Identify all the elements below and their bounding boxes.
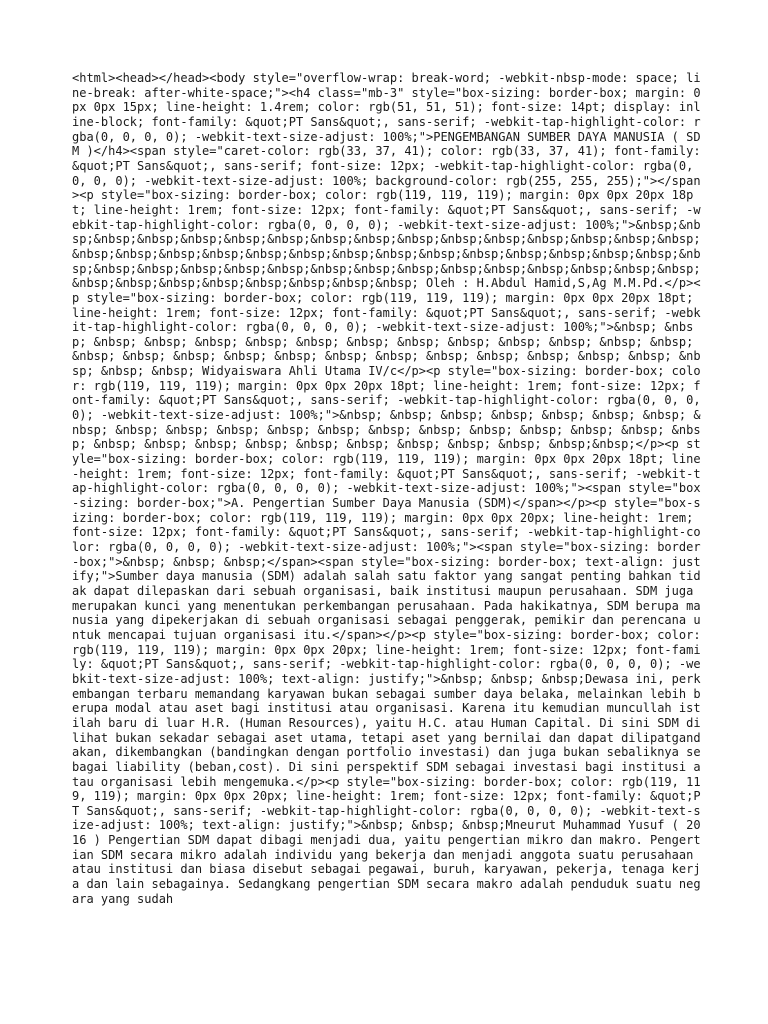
document-page	[72, 71, 708, 951]
html-source-text: <html><head></head><body style="overflow-wrap: break-word; -webkit-nbsp-mode: space; line-break: after-white-space;"><h4 class="mb-3" style="box-sizing: border-box; margin: 0px 0px 15px; line-height: 1.4rem; color: rgb(51, 51, 51); font-size: 14pt; display: inline-block; font-family: &quot;PT Sans&quot;, sans-serif; -webkit-tap-highlight-color: rgba(0, 0, 0, 0); -webkit-text-size-adjust: 100%;">PENGEMBANGAN SUMBER DAYA MANUSIA ( SDM )</h4><span style="caret-color: rgb(33, 37, 41); color: rgb(33, 37, 41); font-family: &quot;PT Sans&quot;, sans-serif; font-size: 12px; -webkit-tap-highlight-color: rgba(0, 0, 0, 0); -webkit-text-size-adjust: 100%; background-color: rgb(255, 255, 255);"></span><p style="box-sizing: border-box; color: rgb(119, 119, 119); margin: 0px 0px 20px 18pt; line-height: 1rem; font-size: 12px; font-family: &quot;PT Sans&quot;, sans-serif; -webkit-tap-highlight-color: rgba(0, 0, 0, 0); -webkit-text-size-adjust: 100%;">&nbsp;&nbsp;&nbsp;&nbsp;&nbsp;&nbsp;&nbsp;&nbsp;&nbsp;&nbsp;&nbsp;&nbsp;&nbsp;&nbsp;&nbsp;&nbsp;&nbsp;&nbsp;&nbsp;&nbsp;&nbsp;&nbsp;&nbsp;&nbsp;&nbsp;&nbsp;&nbsp;&nbsp;&nbsp;&nbsp;&nbsp;&nbsp;&nbsp;&nbsp;&nbsp;&nbsp;&nbsp;&nbsp;&nbsp;&nbsp;&nbsp;&nbsp;&nbsp;&nbsp;&nbsp;&nbsp;&nbsp;&nbsp;&nbsp;&nbsp;&nbsp;&nbsp;&nbsp; Oleh : H.Abdul Hamid,S,Ag M.M.Pd.</p><p style="box-sizing: border-box; color: rgb(119, 119, 119); margin: 0px 0px 20px 18pt; line-height: 1rem; font-size: 12px; font-family: &quot;PT Sans&quot;, sans-serif; -webkit-tap-highlight-color: rgba(0, 0, 0, 0); -webkit-text-size-adjust: 100%;">&nbsp; &nbsp; &nbsp; &nbsp; &nbsp; &nbsp; &nbsp; &nbsp; &nbsp; &nbsp; &nbsp; &nbsp; &nbsp; &nbsp; &nbsp; &nbsp; &nbsp; &nbsp; &nbsp; &nbsp; &nbsp; &nbsp; &nbsp; &nbsp; &nbsp; &nbsp; &nbsp; &nbsp; &nbsp; Widyaiswara Ahli Utama IV/c</p><p style="box-sizing: border-box; color: rgb(119, 119, 119); margin: 0px 0px 20px 18pt; line-height: 1rem; font-size: 12px; font-family: &quot;PT Sans&quot;, sans-serif; -webkit-tap-highlight-color: rgba(0, 0, 0, 0); -webkit-text-size-adjust: 100%;">&nbsp; &nbsp; &nbsp; &nbsp; &nbsp; &nbsp; &nbsp; &nbsp; &nbsp; &nbsp; &nbsp; &nbsp; &nbsp; &nbsp; &nbsp; &nbsp; &nbsp; &nbsp; &nbsp; &nbsp; &nbsp; &nbsp; &nbsp; &nbsp; &nbsp; &nbsp; &nbsp; &nbsp; &nbsp; &nbsp;&nbsp;</p><p style="box-sizing: border-box; color: rgb(119, 119, 119); margin: 0px 0px 20px 18pt; line-height: 1rem; font-size: 12px; font-family: &quot;PT Sans&quot;, sans-serif; -webkit-tap-highlight-color: rgba(0, 0, 0, 0); -webkit-text-size-adjust: 100%;"><span style="box-sizing: border-box;">A. Pengertian Sumber Daya Manusia (SDM)</span></p><p style="box-sizing: border-box; color: rgb(119, 119, 119); margin: 0px 0px 20px; line-height: 1rem; font-size: 12px; font-family: &quot;PT Sans&quot;, sans-serif; -webkit-tap-highlight-color: rgba(0, 0, 0, 0); -webkit-text-size-adjust: 100%;"><span style="box-sizing: border-box;">&nbsp; &nbsp; &nbsp;</span><span style="box-sizing: border-box; text-align: justify;">Sumber daya manusia (SDM) adalah salah satu faktor yang sangat penting bahkan tidak dapat dilepaskan dari sebuah organisasi, baik institusi maupun perusahaan. SDM juga merupakan kunci yang menentukan perkembangan perusahaan. Pada hakikatnya, SDM berupa manusia yang dipekerjakan di sebuah organisasi sebagai penggerak, pemikir dan perencana untuk mencapai tujuan organisasi itu.</span></p><p style="box-sizing: border-box; color: rgb(119, 119, 119); margin: 0px 0px 20px; line-height: 1rem; font-size: 12px; font-family: &quot;PT Sans&quot;, sans-serif; -webkit-tap-highlight-color: rgba(0, 0, 0, 0); -webkit-text-size-adjust: 100%; text-align: justify;">&nbsp; &nbsp; &nbsp;Dewasa ini, perkembangan terbaru memandang karyawan bukan sebagai sumber daya belaka, melainkan lebih berupa modal atau aset bagi institusi atau organisasi. Karena itu kemudian muncullah istilah baru di luar H.R. (Human Resources), yaitu H.C. atau Human Capital. Di sini SDM dilihat bukan sekadar sebagai aset utama, tetapi aset yang bernilai dan dapat dilipatgandakan, dikembangkan (bandingkan dengan portfolio investasi) dan juga bukan sebaliknya sebagai liability (beban,cost). Di sini perspektif SDM sebagai investasi bagi institusi atau organisasi lebih mengemuka.</p><p style="box-sizing: border-box; color: rgb(119, 119, 119); margin: 0px 0px 20px; line-height: 1rem; font-size: 12px; font-family: &quot;PT Sans&quot;, sans-serif; -webkit-tap-highlight-color: rgba(0, 0, 0, 0); -webkit-text-size-adjust: 100%; text-align: justify;">&nbsp; &nbsp; &nbsp;Mneurut Muhammad Yusuf ( 2016 ) Pengertian SDM dapat dibagi menjadi dua, yaitu pengertian mikro dan makro. Pengertian SDM secara mikro adalah individu yang bekerja dan menjadi anggota suatu perusahaan atau institusi dan biasa disebut sebagai pegawai, buruh, karyawan, pekerja, tenaga kerja dan lain sebagainya. Sedangkang pengertian SDM secara makro adalah penduduk suatu negara yang sudah	[72, 71, 708, 906]
